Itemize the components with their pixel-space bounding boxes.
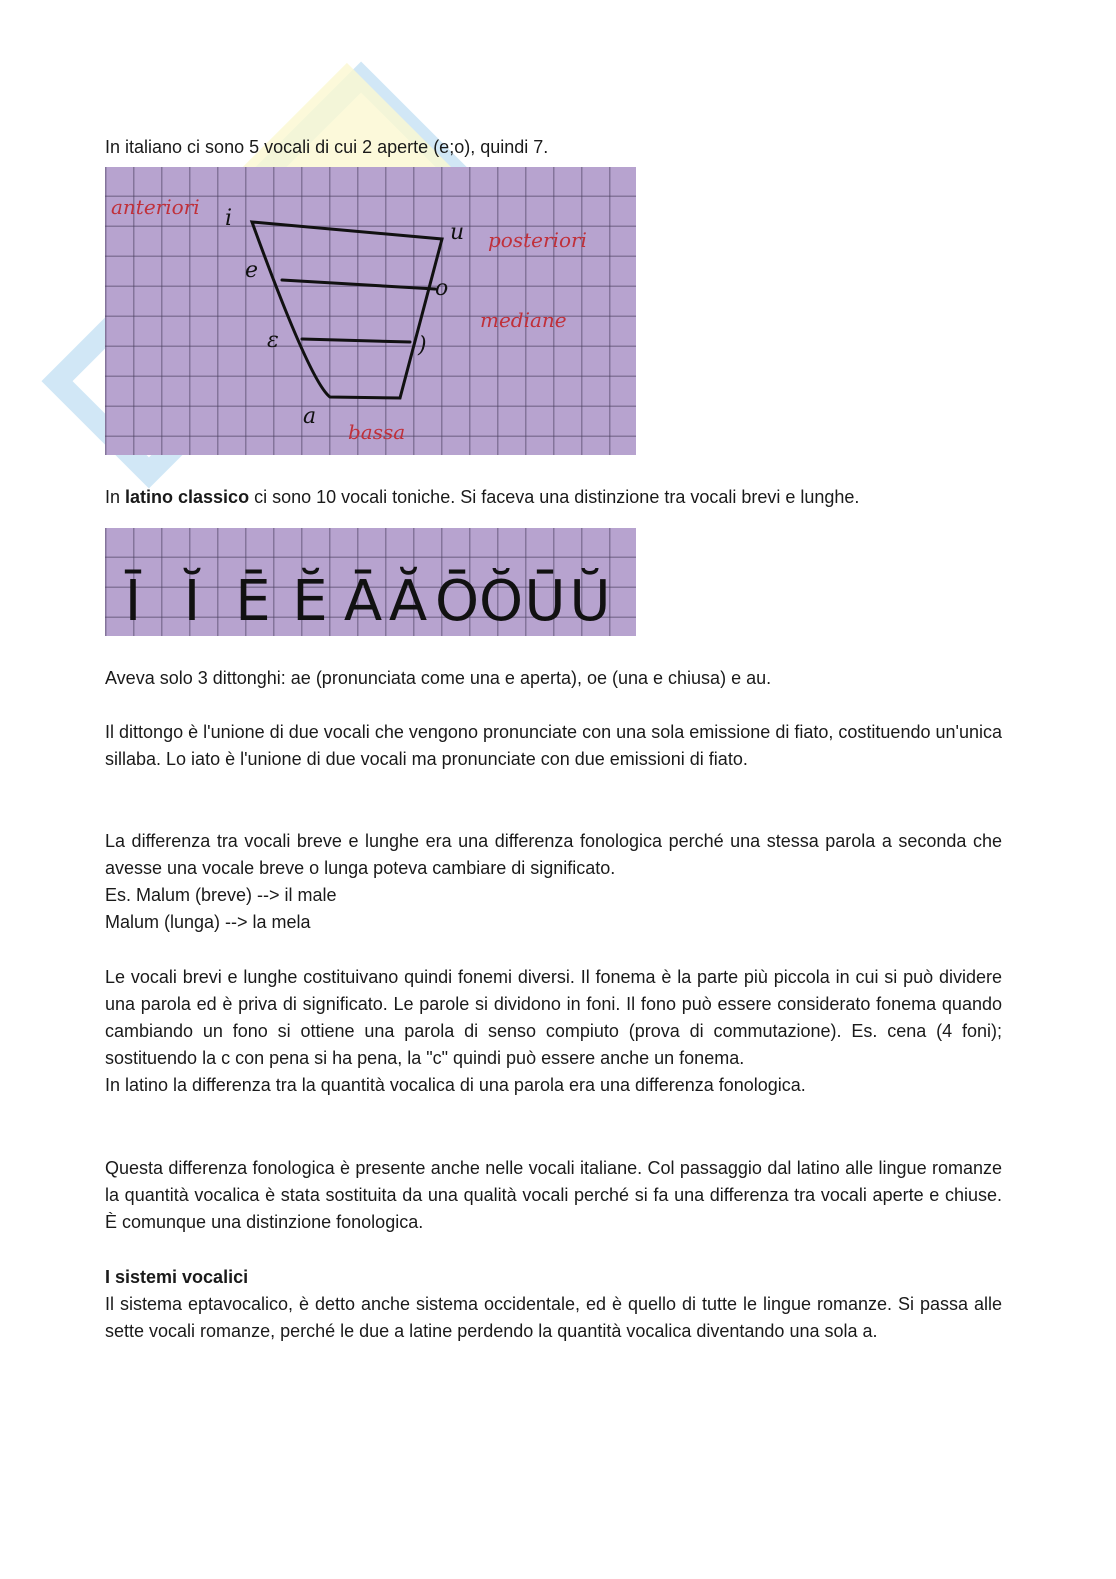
paragraph-text: Il sistema eptavocalico, è detto anche sistema occidentale, ed è quello di tutte le lingue romanze. Si passa alle sette vocali romanze, perché le due a latine perdendo la quantità vocalica diventando una sola a.: [105, 1294, 1002, 1341]
label-mediane: mediane: [480, 308, 567, 332]
vowel-o: o: [435, 276, 449, 301]
latin-vowel-letter: Ŏ: [478, 569, 524, 634]
example-lunga: Malum (lunga) --> la mela: [105, 912, 311, 932]
latin-vowel-letter: Ā: [343, 569, 383, 634]
paragraph-dittonghi: Aveva solo 3 dittonghi: ae (pronunciata come una e aperta), oe (una e chiusa) e au.: [105, 668, 772, 688]
label-posteriori: posteriori: [488, 228, 587, 252]
vowel-u: u: [450, 220, 465, 245]
latin-vowels-drawing: [105, 528, 636, 636]
vowel-i: i: [225, 206, 233, 231]
section-heading: I sistemi vocalici: [105, 1267, 249, 1287]
paragraph-latino: [105, 484, 1002, 511]
latin-vowel-letter: Ū: [524, 569, 566, 634]
latin-vowel-letter: Ī: [124, 569, 142, 634]
paragraph-text: La differenza tra vocali breve e lunghe era una differenza fonologica perché una stessa parola a seconda che avesse una vocale breve o lunga poteva cambiare di significato.: [105, 831, 1002, 878]
latin-vowel-letter: Ŭ: [569, 569, 611, 634]
paragraph-qualita: Questa differenza fonologica è presente anche nelle vocali italiane. Col passaggio dal latino alle lingue romanze la quantità vocalica è stata sostituita da una qualità vocali perché si fa una differenza tra vocali aperte e chiuse. È comunque una distinzione fonologica.: [105, 1158, 1002, 1232]
paragraph-intro: In italiano ci sono 5 vocali di cui 2 aperte (e;o), quindi 7.: [105, 137, 549, 157]
label-bassa: bassa: [348, 420, 406, 444]
mid-low-line: [302, 339, 410, 342]
bold-latino-classico: latino classico: [125, 487, 250, 507]
paragraph-fonemi: [105, 964, 1002, 1099]
latin-vowels-photo: [105, 528, 636, 636]
latin-vowel-letter: Ĕ: [292, 569, 328, 634]
text-segment: In: [105, 487, 126, 507]
vowel-open-e: ɛ: [267, 328, 279, 353]
latin-vowel-letter: Ē: [235, 569, 271, 634]
paragraph-differenza: [105, 828, 1002, 936]
vowel-e: e: [245, 258, 259, 283]
text-segment: ci sono 10 vocali toniche. Si faceva una distinzione tra vocali brevi e lunghe.: [249, 487, 860, 507]
latin-vowel-letter: Ă: [388, 569, 428, 634]
vowel-trapezoid-photo: [105, 167, 636, 455]
vowel-open-o: ): [418, 333, 427, 358]
mid-high-line: [282, 280, 435, 289]
paragraph-dittongo: Il dittongo è l'unione di due vocali che vengono pronunciate con una sola emissione di fiato, costituendo un'unica sillaba. Lo iato è l'unione di due vocali ma pronunciate con due emissioni di fiato.: [105, 722, 1002, 769]
paragraph-text: In latino la differenza tra la quantità vocalica di una parola era una differenza fonologica.: [105, 1075, 806, 1095]
section-sistemi: [105, 1264, 1002, 1345]
trapezoid-shape: [252, 222, 442, 398]
example-breve: Es. Malum (breve) --> il male: [105, 885, 337, 905]
vowel-a: a: [303, 404, 317, 429]
latin-vowel-letter: Ĭ: [183, 569, 201, 634]
paragraph-text: Le vocali brevi e lunghe costituivano quindi fonemi diversi. Il fonema è la parte più piccola in cui si può dividere una parola ed è priva di significato. Le parole si dividono in foni. Il fono può essere considerato fonema quando cambiando un fono si ottiene una parola di senso compiuto (prova di commutazione). Es. cena (4 foni); sostituendo la c con pena si ha pena, la "c" quindi può essere anche un fonema.: [105, 967, 1002, 1068]
label-anteriori: anteriori: [111, 195, 200, 219]
latin-vowel-letter: Ō: [434, 569, 480, 634]
